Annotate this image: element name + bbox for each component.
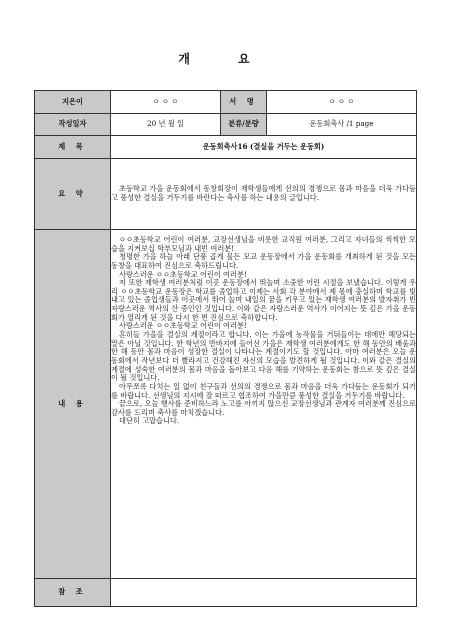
summary-form [34,90,417,607]
date-value: 20 년 월 일 [111,114,221,136]
author-label: 지은이 [35,91,111,114]
date-row [35,114,417,136]
content-paragraph: 청명한 가을 하늘 아래 단풍 곱게 물든 모교 운동장에서 가을 운동회를 개최하게 된 것을 모든 동창을 대표하여 진심으로 축하드립니다. [111,252,416,270]
summary-text: 초등학교 가을 운동회에서 동창회장이 재학생들에게 선의의 경쟁으로 몸과 마음을 더욱 가다듬고 풍성한 결실을 거두기를 바란다는 축사를 하는 내용의 글입니다. [111,184,416,202]
content-label: 내 용 [35,230,111,579]
reference-value [111,579,417,607]
content-paragraph: ㅇㅇ초등학교 어린이 여러분, 교장선생님을 비롯한 교직원 여러분, 그리고 자녀들의 씩씩한 모습을 지켜보십 학부모님과 내빈 여러분! [111,235,416,253]
content-paragraph: 끝으로, 오늘 행사를 준비하느라 노고를 아끼지 않으신 교장선생님과 관계자 여러분께 진심으로 감사를 드리며 축사를 마치겠습니다. [111,399,416,417]
summary-label: 요 약 [35,159,111,230]
document-title: 개 요 [178,52,272,66]
author-value: ㅇ ㅇ ㅇ [111,91,221,114]
content-paragraph: 사랑스러운 ㅇㅇ초등학교 어린이 여러분! [119,269,247,279]
writer-label: 서 명 [221,91,267,114]
reference-row [35,579,417,607]
content-paragraph: 아무쪼록 다치는 일 없이 친구들과 선의의 경쟁으로 몸과 마음을 더욱 가다듬는 운동회가 되기를 바랍니다. 선생님의 지시에 잘 따르고 협조하여 가을만큼 풍성한 결실을 거두기를 바랍니다. [111,381,416,400]
subject-value: 운동회축사16 (결실을 거두는 운동회) [111,136,417,159]
author-row [35,91,417,114]
summary-text-cell [111,159,417,230]
subject-label: 제 목 [35,136,111,159]
content-text-cell [111,230,417,579]
content-row [35,230,417,579]
subject-row [35,136,417,159]
date-label: 작성일자 [35,114,111,136]
content-paragraph: 대단히 고맙습니다. [119,416,180,426]
content-paragraph: 사랑스러운 ㅇㅇ초등학교 어린이 여러분! [119,321,247,331]
reference-label: 참 조 [35,579,111,607]
content-paragraph: 흔히들 가을을 결실의 계절이라고 합니다. 이는 가을에 농작물을 거둬들이는 데에만 해당되는 말은 아닐 것입니다. 한 학년의 반바지에 들어선 가을은 재학생 여러분에게도 한 해 동안의 배움과 한 해 동안 몸과 마음이 성장한 결실이 나타나는 계절이기도 할 것입니다. 아마 여러분은 오늘 운동회에서 작년보다 더 빨라지고 건강해진 자신의 모습을 발견하게 될 것입니다. 이와 같은 결실의 계절에 성숙한 여러분의 몸과 마음을 돌아보고 다음 해를 기약하는 운동회는 참으로 뜻 깊은 결실이 될 것입니다. [111,330,416,383]
summary-row [35,159,417,230]
writer-value: ㅇ ㅇ ㅇ [267,91,417,114]
category-value: 운동회축사 /1 page [267,114,417,136]
content-paragraph: 저 또한 재학생 여러분처럼 이곳 운동장에서 뛰놀며 소중한 어린 시절을 보냈습니다. 이렇게 우리 ㅇㅇ초등학교 운동장은 학교를 졸업하고 이제는 사회 각 분야에서 제 몫에 충실하며 학교를 빛내고 있는 졸업생들과 이곳에서 뛰어 놀며 내일의 꿈을 키우고 있는 재학생 여러분의 발자취가 빈 자랑스러운 역사의 산 증인인 것입니다. 이와 같은 자랑스러운 역사가 이어지는 뜻 깊은 가을 운동회가 열리게 된 것을 다시 한 번 진심으로 축하합니다. [111,278,416,322]
category-label: 분류/분량 [221,114,267,136]
